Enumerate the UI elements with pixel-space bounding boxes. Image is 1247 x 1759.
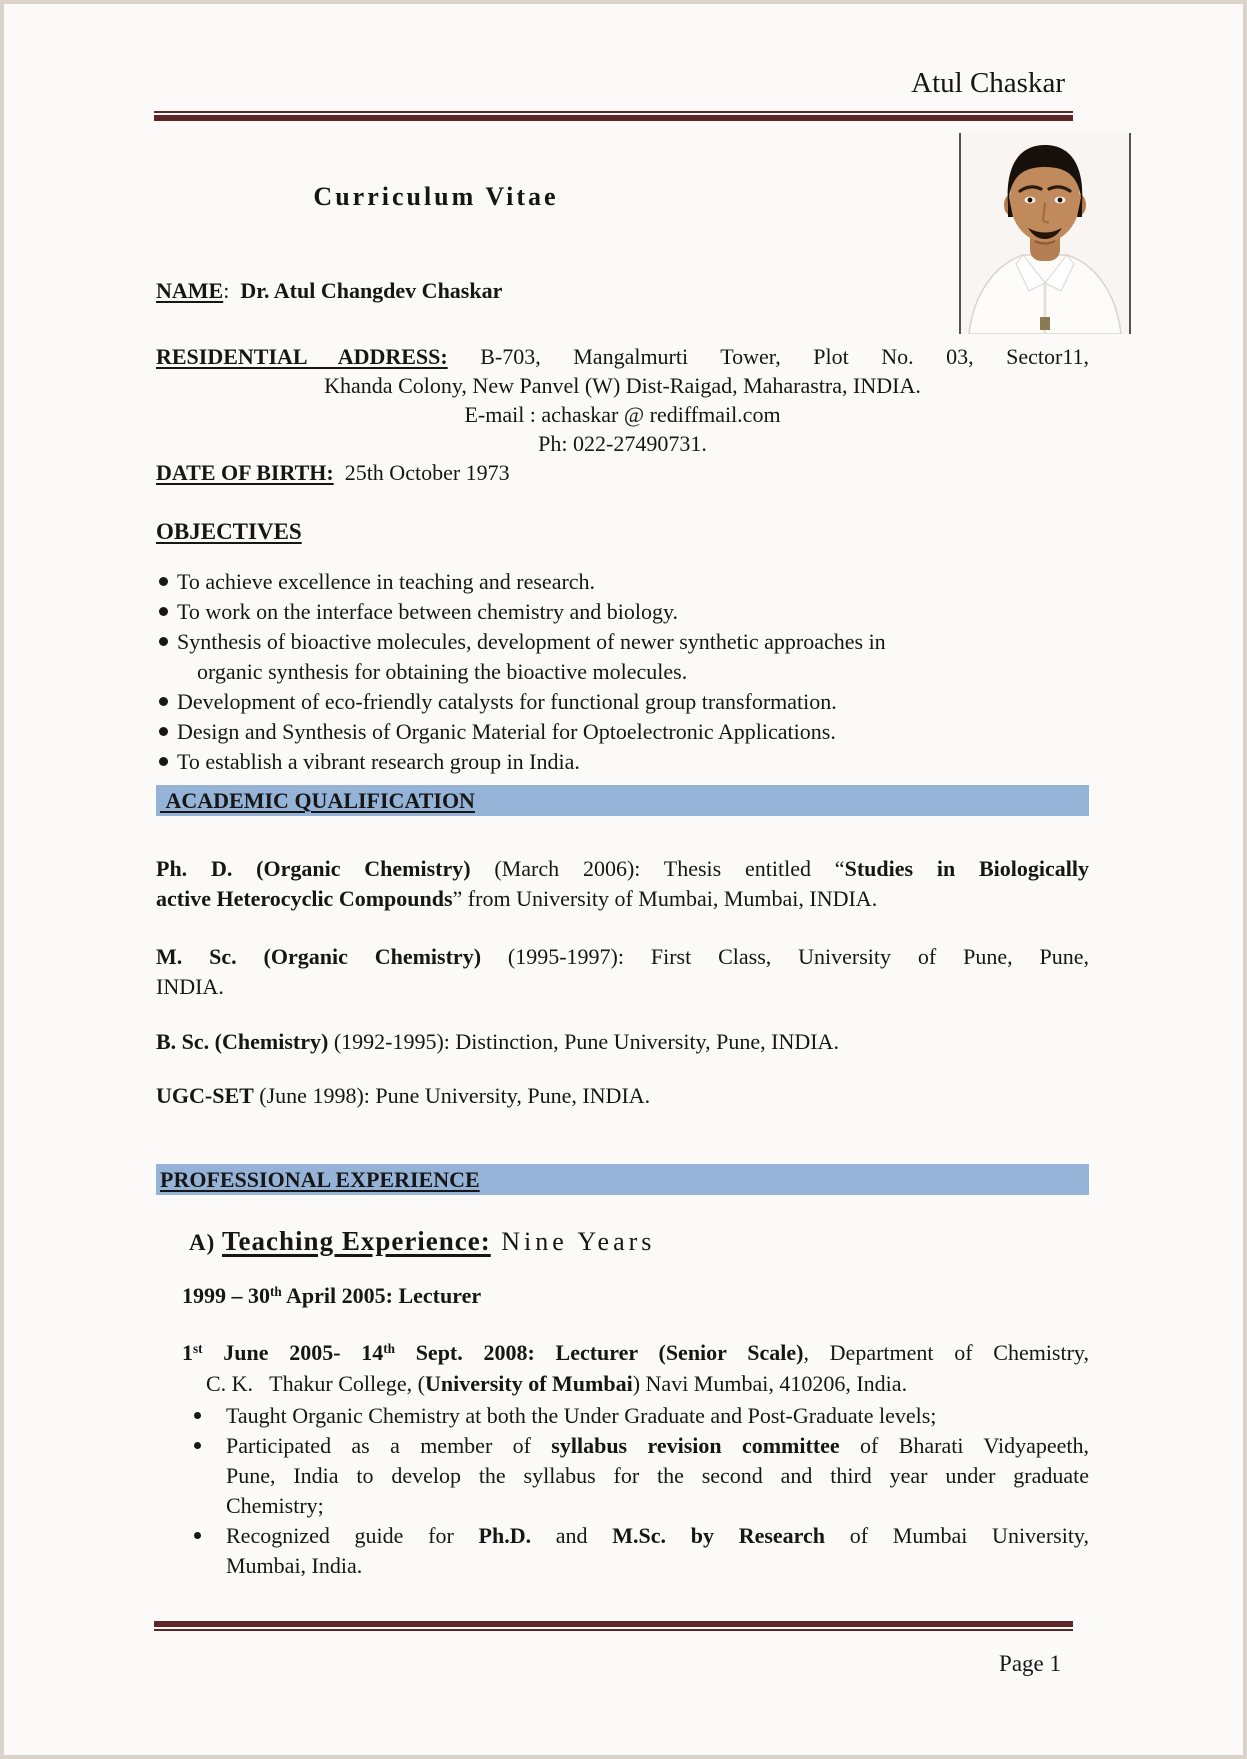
objectives-heading: OBJECTIVES (156, 519, 302, 544)
address-line-1: RESIDENTIAL ADDRESS: B-703, Mangalmurti Tower, Plot No. 03, Sector11, (156, 344, 1090, 369)
experience-bullet-item: Recognized guide for Ph.D. and M.Sc. by Research of Mumbai University, Mumbai, India. (156, 1521, 1089, 1581)
teaching-experience-subheading: A) Teaching Experience: Nine Years (189, 1226, 656, 1256)
footer-rule-thin (154, 1629, 1073, 1631)
academic-entry-bsc: B. Sc. (Chemistry) (1992-1995): Distinction, Pune University, Pune, INDIA. (156, 1029, 839, 1054)
bullet-icon (194, 1412, 201, 1419)
cv-body (156, 262, 1089, 1581)
header-rule (154, 111, 1073, 121)
objective-item: Design and Synthesis of Organic Material for Optoelectronic Applications. (156, 717, 1089, 747)
experience-bullet-item: Participated as a member of syllabus revision committee of Bharati Vidyapeeth, Pune, India to develop the syllabus for the second and third year under graduate Chemistry; (156, 1431, 1089, 1521)
experience-bullet-item: Taught Organic Chemistry at both the Under Graduate and Post-Graduate levels; (156, 1401, 1089, 1431)
bullet-icon (159, 727, 168, 736)
bullet-icon (159, 577, 168, 586)
bullet-icon (194, 1532, 201, 1539)
section-bar-professional-experience: PROFESSIONAL EXPERIENCE (156, 1164, 1089, 1195)
address-line-email: E-mail : achaskar @ rediffmail.com (464, 402, 781, 427)
address-line-phone: Ph: 022-27490731. (538, 431, 707, 456)
dob-line: DATE OF BIRTH: 25th October 1973 (156, 460, 510, 485)
objective-item: To work on the interface between chemistry and biology. (156, 597, 1089, 627)
name-line: NAME: Dr. Atul Changdev Chaskar (156, 278, 503, 303)
objective-item: Development of eco-friendly catalysts for functional group transformation. (156, 687, 1089, 717)
academic-entry-ugcset: UGC-SET (June 1998): Pune University, Pune, INDIA. (156, 1083, 651, 1108)
bullet-icon (194, 1442, 201, 1449)
header-rule-thick (154, 115, 1073, 121)
page-number: Page 1 (999, 1651, 1061, 1676)
objective-item: Synthesis of bioactive molecules, development of newer synthetic approaches in organic synthesis for obtaining the bioactive molecules. (156, 627, 1089, 687)
page-title: Curriculum Vitae (313, 182, 559, 211)
address-line-2: Khanda Colony, New Panvel (W) Dist-Raigad, Maharastra, INDIA. (324, 373, 921, 398)
position-entry-senior-lecturer: 1st June 2005- 14th Sept. 2008: Lecturer (Senior Scale), Department of Chemistry, C. K. Thakur College, (University of Mumbai) Navi Mumbai, 410206, India. (182, 1340, 1090, 1396)
experience-bullet-list (156, 1401, 1089, 1581)
academic-entry-phd: Ph. D. (Organic Chemistry) (March 2006): Thesis entitled “Studies in Biologically active Heterocyclic Compounds” from University of Mumbai, Mumbai, INDIA. (156, 856, 1089, 911)
position-entry-lecturer: 1999 – 30th April 2005: Lecturer (182, 1283, 482, 1308)
bullet-icon (159, 697, 168, 706)
objectives-list (156, 567, 1089, 777)
bullet-icon (159, 607, 168, 616)
bullet-icon (159, 637, 168, 646)
address-block (156, 342, 1089, 487)
section-bar-academic-qualification: ACADEMIC QUALIFICATION (156, 785, 1089, 816)
bullet-icon (159, 757, 168, 766)
objective-item: To establish a vibrant research group in India. (156, 747, 1089, 777)
objective-item: To achieve excellence in teaching and research. (156, 567, 1089, 597)
header-author-name: Atul Chaskar (911, 67, 1065, 99)
academic-entry-msc: M. Sc. (Organic Chemistry) (1995-1997): First Class, University of Pune, Pune, INDIA. (156, 944, 1089, 999)
footer-rule (154, 1621, 1073, 1631)
